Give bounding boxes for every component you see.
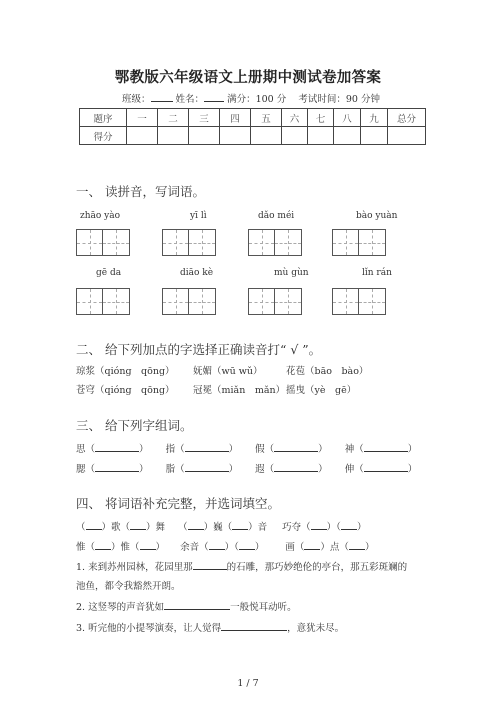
pinyin-label: mù gùn [274,268,309,278]
char-prompt: 遐（ [255,464,275,475]
pinyin-label: bào yuàn [356,211,398,221]
reading-choice[interactable]: 花苞（bāo bào） [286,366,369,377]
question-text: 2. 这竖琴的声音犹如 [76,602,165,613]
answer-blank[interactable] [349,540,365,550]
score-cell[interactable] [334,127,361,145]
score-cell[interactable] [158,127,189,145]
pinyin-label: dǎo méi [258,211,295,221]
score-header-cell: 三 [189,109,220,127]
full-score: 满分：100 分 [227,94,287,105]
pinyin-label: lǐn rán [362,268,392,278]
score-header-cell: 五 [251,109,282,127]
paren-close: ） [139,464,149,475]
paren-close: ） [139,444,149,455]
paren-close: ） [228,444,239,455]
class-blank[interactable] [151,92,173,102]
question-1-cont: 池鱼，都令我豁然开朗。 [76,581,181,592]
idiom-text: 巧夺（ [282,522,311,533]
idiom-text: ）巍（ [203,522,233,533]
pinyin-label: yī lì [190,211,207,221]
answer-blank[interactable] [95,540,111,550]
answer-blank[interactable] [232,520,248,530]
answer-blank[interactable] [193,560,227,570]
score-cell[interactable] [189,127,220,145]
char-prompt: 脂（ [165,464,185,475]
question-text: 一般悦耳动听。 [230,602,297,613]
idiom-text: 画（ [285,542,305,553]
idiom-text: ） [364,542,375,553]
idiom-text: ） [254,542,265,553]
answer-blank[interactable] [341,520,357,530]
question-3 [76,620,344,634]
answer-blank[interactable] [188,520,204,530]
answer-blank[interactable] [130,520,146,530]
idiom-row [76,539,374,553]
answer-blank[interactable] [274,442,318,452]
writing-grid[interactable] [76,229,130,256]
idiom-text: 余音（ [180,542,209,553]
char-prompt: 伸（ [344,464,364,475]
writing-grid[interactable] [76,288,130,315]
answer-blank[interactable] [304,540,320,550]
page-number: 1 / 7 [237,678,259,689]
paren-close: ） [228,464,239,475]
score-header-cell: 七 [308,109,334,127]
score-header-cell: 二 [158,109,189,127]
idiom-text: ） [356,522,367,533]
writing-grid[interactable] [332,288,386,315]
idiom-text: ）音 [248,522,268,533]
answer-blank[interactable] [95,462,139,472]
exam-meta [122,91,380,105]
idiom-text: 惟（ [76,542,96,553]
score-cell[interactable] [308,127,334,145]
score-header-cell: 八 [334,109,361,127]
idiom-text: ）（ [224,542,239,553]
pinyin-label: zhāo yào [80,211,121,221]
idiom-text: ）惟（ [111,542,140,553]
char-prompt: 指（ [165,444,185,455]
score-table [79,108,426,145]
idiom-text: ）舞 [146,522,166,533]
score-header-cell: 六 [282,109,308,127]
word-group-row [76,441,417,455]
char-prompt: 假（ [255,444,275,455]
idiom-text: ） [155,542,166,553]
char-prompt: 思（ [76,444,96,455]
score-header-cell: 四 [220,109,251,127]
question-text: 3. 听完他的小提琴演奏，让人觉得 [76,623,222,634]
pinyin-label: diāo kè [180,268,214,278]
answer-blank[interactable] [221,621,287,631]
answer-blank[interactable] [95,442,139,452]
paren-close: ） [407,444,418,455]
answer-blank[interactable] [185,462,229,472]
paren-close: ） [407,464,418,475]
idiom-text: （ [76,522,86,533]
idiom-row [76,519,366,533]
score-cell[interactable] [282,127,308,145]
score-cell[interactable] [251,127,282,145]
idiom-text: ）歌（ [101,522,131,533]
score-row-label: 得分 [80,127,127,145]
question-text: 1. 来到苏州园林，花园里那 [76,562,193,573]
question-text: ，意犹未尽。 [287,623,345,634]
char-prompt: 腮（ [76,464,96,475]
answer-blank[interactable] [209,540,225,550]
name-label: 姓名： [175,94,205,105]
writing-grid[interactable] [248,288,302,315]
reading-choice[interactable]: 琼浆（qióng qōng） [76,366,175,377]
page-title: 鄂教版六年级语文上册期中测试卷加答案 [114,70,382,86]
answer-blank[interactable] [239,540,255,550]
score-header-cell: 九 [361,109,388,127]
paren-close: ） [318,464,328,475]
paren-close: ） [318,444,328,455]
score-header-cell: 题序 [80,109,127,127]
answer-blank[interactable] [185,442,229,452]
question-text: 的石雕，那巧妙绝伦的亭台，那五彩斑斓的 [226,562,408,573]
reading-choice[interactable]: 妩媚（wū wǔ） [193,366,263,377]
answer-blank[interactable] [364,442,408,452]
question-1 [76,559,407,573]
answer-blank[interactable] [140,540,156,550]
score-cell[interactable] [388,127,426,145]
score-cell[interactable] [361,127,388,145]
char-prompt: 神（ [344,444,364,455]
answer-blank[interactable] [311,520,327,530]
score-header-cell: 一 [127,109,158,127]
class-label: 班级： [122,94,151,105]
answer-blank[interactable] [164,600,230,610]
writing-grid[interactable] [162,288,216,315]
reading-choice[interactable]: 冠冕（miǎn mǎn） [193,385,286,396]
pinyin-label: gē da [96,268,122,278]
writing-grid[interactable] [332,229,386,256]
reading-choice[interactable]: 苍穹（qióng qōng） [76,385,175,396]
section-1-title: 一、 读拼音，写词语。 [76,184,205,199]
answer-blank[interactable] [274,462,318,472]
word-group-row [76,461,417,475]
writing-grid[interactable] [248,229,302,256]
score-header-cell: 总分 [388,109,426,127]
section-2-title: 二、 给下列加点的字选择正确读音打“ √ ”。 [76,342,322,357]
score-cell[interactable] [127,127,158,145]
score-table-score-row [80,127,426,145]
exam-time: 考试时间：90 分钟 [298,94,380,105]
section-3-title: 三、 给下列字组词。 [76,418,193,433]
score-table-header-row [80,109,426,127]
idiom-text: ）点（ [320,542,349,553]
idiom-text: （ [178,522,188,533]
answer-blank[interactable] [364,462,408,472]
section-4-title: 四、 将词语补充完整，并选词填空。 [76,496,280,511]
question-2 [76,599,297,613]
score-cell[interactable] [220,127,251,145]
idiom-text: ）（ [326,522,341,533]
name-blank[interactable] [204,92,224,102]
answer-blank[interactable] [86,520,102,530]
reading-choice[interactable]: 摇曳（yè gē） [286,385,357,396]
writing-grid[interactable] [162,229,216,256]
